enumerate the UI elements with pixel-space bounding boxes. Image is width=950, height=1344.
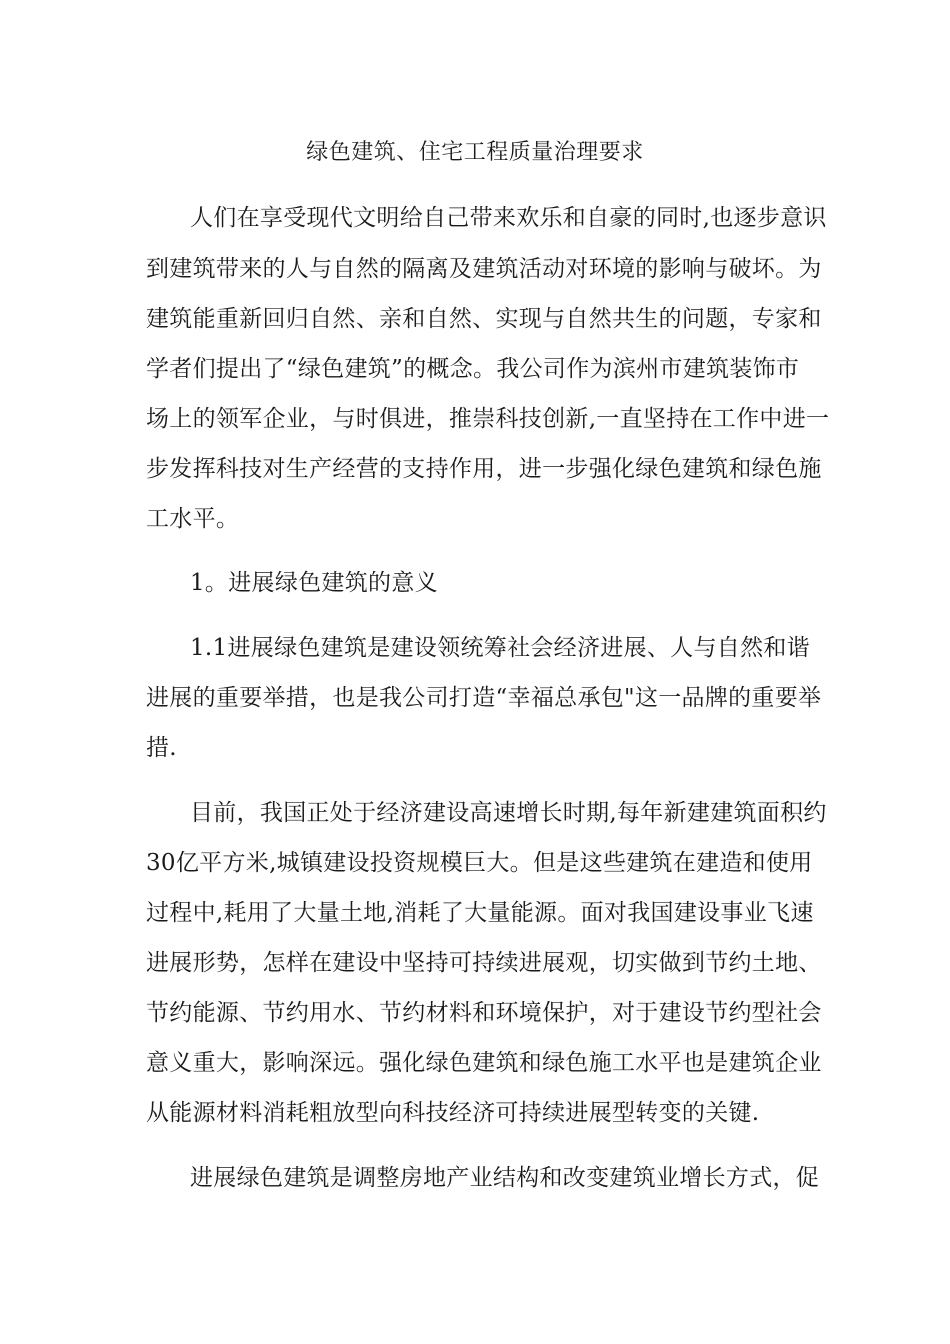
paragraph-line: 学者们提出了“绿色建筑”的概念。我公司作为滨州市建筑装饰市: [146, 356, 800, 382]
paragraph-line: 进展绿色建筑是调整房地产业结构和改变建筑业增长方式，促: [190, 1165, 820, 1191]
paragraph-line: 场上的领军企业，与时俱进，推崇科技创新,一直坚持在工作中进一: [146, 406, 830, 432]
paragraph-line: 30亿平方米,城镇建设投资规模巨大。但是这些建筑在建造和使用: [146, 850, 813, 876]
paragraph-line: 目前，我国正处于经济建设高速增长时期,每年新建建筑面积约: [190, 800, 827, 826]
paragraph-line: 步发挥科技对生产经营的支持作用，进一步强化绿色建筑和绿色施: [146, 456, 822, 482]
paragraph-line: 建筑能重新回归自然、亲和自然、实现与自然共生的问题，专家和: [146, 306, 822, 332]
paragraph-line: 1.1进展绿色建筑是建设领统筹社会经济进展、人与自然和谐: [190, 635, 810, 661]
paragraph-line: 节约能源、节约用水、节约材料和环境保护，对于建设节约型社会: [146, 1000, 822, 1026]
paragraph-line: 到建筑带来的人与自然的隔离及建筑活动对环境的影响与破坏。为: [146, 256, 822, 282]
section-heading: 1。进展绿色建筑的意义: [190, 570, 438, 596]
paragraph-line: 进展的重要举措，也是我公司打造“幸福总承包"这一品牌的重要举: [146, 685, 822, 711]
paragraph-line: 措.: [146, 735, 177, 761]
paragraph-line: 从能源材料消耗粗放型向科技经济可持续进展型转变的关键.: [146, 1100, 760, 1126]
paragraph-line: 进展形势，怎样在建设中坚持可持续进展观，切实做到节约土地、: [146, 950, 822, 976]
document-title: 绿色建筑、住宅工程质量治理要求: [306, 140, 644, 165]
paragraph-line: 工水平。: [146, 506, 240, 532]
paragraph-line: 人们在享受现代文明给自己带来欢乐和自豪的同时,也逐步意识: [190, 205, 827, 231]
paragraph-line: 意义重大，影响深远。强化绿色建筑和绿色施工水平也是建筑企业: [146, 1050, 822, 1076]
paragraph-line: 过程中,耗用了大量土地,消耗了大量能源。面对我国建设事业飞速: [146, 900, 814, 926]
